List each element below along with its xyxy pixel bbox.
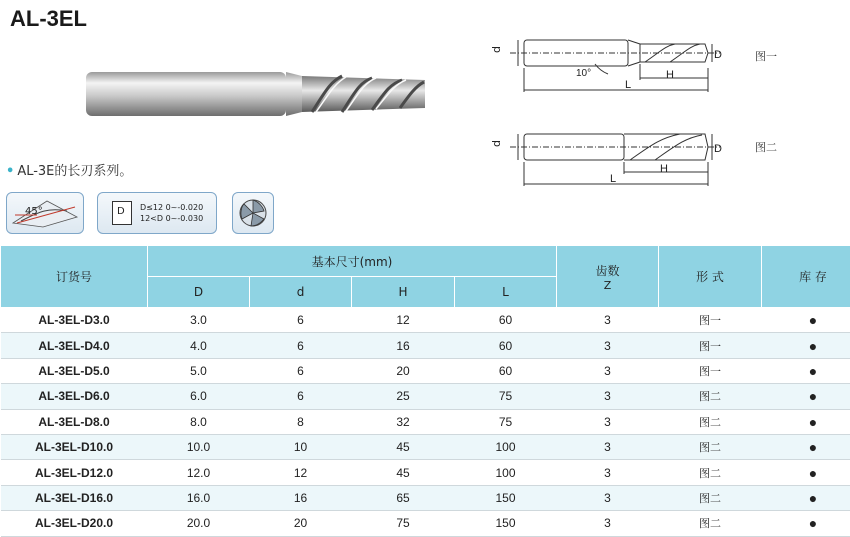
cell-d: 20: [250, 511, 352, 536]
cell-stock: ●: [762, 434, 850, 459]
header-stock: 库 存: [762, 246, 850, 308]
cell-code: AL-3EL-D4.0: [1, 333, 148, 358]
cell-z: 3: [557, 333, 659, 358]
bullet-dot: •: [6, 164, 14, 179]
cell-h: 32: [352, 409, 455, 434]
helix-angle-icon: [7, 193, 83, 233]
cell-code: AL-3EL-D16.0: [1, 485, 148, 510]
cell-l: 60: [455, 358, 557, 383]
header-d: d: [250, 277, 352, 308]
cell-l: 60: [455, 308, 557, 333]
dim-d-label-2: d: [490, 140, 503, 147]
table-row: [1, 511, 850, 536]
header-teeth-label: 齿数: [557, 262, 658, 279]
cell-code: AL-3EL-D6.0: [1, 384, 148, 409]
cell-form: 图一: [659, 308, 762, 333]
table-row: [1, 409, 850, 434]
cell-form: 图二: [659, 409, 762, 434]
cell-stock: ●: [762, 308, 850, 333]
header-order-no: 订货号: [1, 246, 148, 308]
header-H: H: [352, 277, 455, 308]
cell-l: 60: [455, 333, 557, 358]
cell-l: 75: [455, 409, 557, 434]
cell-d-upper: 10.0: [148, 434, 250, 459]
cell-z: 3: [557, 308, 659, 333]
cell-form: 图二: [659, 384, 762, 409]
tolerance-badge: [97, 192, 217, 234]
cell-h: 12: [352, 308, 455, 333]
cell-stock: ●: [762, 384, 850, 409]
cell-d: 6: [250, 358, 352, 383]
fig1-label: 图一: [755, 48, 777, 64]
three-flute-icon: [233, 193, 273, 233]
cell-form: 图一: [659, 333, 762, 358]
dim-D-label-2: D: [714, 143, 722, 155]
dim-L-label-2: L: [610, 173, 616, 185]
three-flute-badge: [232, 192, 274, 234]
cell-h: 25: [352, 384, 455, 409]
cell-stock: ●: [762, 460, 850, 485]
cell-l: 150: [455, 485, 557, 510]
table-row: [1, 434, 850, 459]
cell-form: 图二: [659, 434, 762, 459]
cell-l: 100: [455, 434, 557, 459]
header-teeth-sub: Z: [557, 279, 658, 292]
cell-stock: ●: [762, 511, 850, 536]
dim-d-label: d: [490, 46, 503, 53]
dim-H-label: H: [666, 69, 674, 81]
end-mill-photo: [80, 62, 430, 126]
cell-d-upper: 4.0: [148, 333, 250, 358]
cell-h: 20: [352, 358, 455, 383]
cell-h: 45: [352, 434, 455, 459]
cell-h: 45: [352, 460, 455, 485]
header-L: L: [455, 277, 557, 308]
header-teeth: [557, 246, 659, 308]
cell-code: AL-3EL-D3.0: [1, 308, 148, 333]
cell-d: 12: [250, 460, 352, 485]
cell-code: AL-3EL-D12.0: [1, 460, 148, 485]
cell-z: 3: [557, 409, 659, 434]
cell-code: AL-3EL-D20.0: [1, 511, 148, 536]
cell-form: 图二: [659, 485, 762, 510]
tolerance-line-1: D≤12 0~-0.020: [140, 203, 203, 213]
cell-d: 6: [250, 333, 352, 358]
dim-L-label: L: [625, 79, 631, 91]
cell-h: 75: [352, 511, 455, 536]
cell-z: 3: [557, 485, 659, 510]
table-row: [1, 485, 850, 510]
cell-form: 图二: [659, 460, 762, 485]
cell-code: AL-3EL-D10.0: [1, 434, 148, 459]
cell-d-upper: 16.0: [148, 485, 250, 510]
cell-d: 6: [250, 308, 352, 333]
cell-l: 150: [455, 511, 557, 536]
cell-z: 3: [557, 460, 659, 485]
cell-z: 3: [557, 511, 659, 536]
cell-stock: ●: [762, 358, 850, 383]
cell-d: 10: [250, 434, 352, 459]
cell-l: 75: [455, 384, 557, 409]
cell-stock: ●: [762, 333, 850, 358]
tolerance-symbol: D: [117, 207, 125, 217]
header-D: D: [148, 277, 250, 308]
cell-d: 16: [250, 485, 352, 510]
cell-z: 3: [557, 358, 659, 383]
helix-angle-badge: [6, 192, 84, 234]
angle-label: 10°: [576, 68, 591, 79]
tolerance-line-2: 12<D 0~-0.030: [140, 214, 203, 224]
table-row: [1, 358, 850, 383]
spec-table: [0, 245, 850, 537]
cell-d-upper: 20.0: [148, 511, 250, 536]
cell-d-upper: 8.0: [148, 409, 250, 434]
cell-d-upper: 5.0: [148, 358, 250, 383]
table-row: [1, 384, 850, 409]
cell-d: 8: [250, 409, 352, 434]
cell-stock: ●: [762, 409, 850, 434]
cell-code: AL-3EL-D5.0: [1, 358, 148, 383]
table-row: [1, 333, 850, 358]
page-title: AL-3EL: [10, 6, 87, 32]
cell-code: AL-3EL-D8.0: [1, 409, 148, 434]
cell-h: 16: [352, 333, 455, 358]
dim-D-label: D: [714, 49, 722, 61]
series-description-text: AL-3E的长刃系列。: [17, 164, 132, 179]
cell-d-upper: 12.0: [148, 460, 250, 485]
cell-z: 3: [557, 434, 659, 459]
fig2-label: 图二: [755, 139, 777, 155]
helix-angle-label: 45°: [25, 207, 43, 217]
table-row: [1, 308, 850, 333]
dim-H-label-2: H: [660, 163, 668, 175]
cell-l: 100: [455, 460, 557, 485]
drawing-fig1: [480, 34, 730, 98]
table-row: [1, 460, 850, 485]
cell-form: 图二: [659, 511, 762, 536]
cell-d-upper: 3.0: [148, 308, 250, 333]
cell-h: 65: [352, 485, 455, 510]
cell-form: 图一: [659, 358, 762, 383]
header-base-size: 基本尺寸(mm): [148, 246, 557, 277]
drawing-fig2: [480, 128, 730, 192]
header-form: 形 式: [659, 246, 762, 308]
spec-table-body: [1, 308, 850, 537]
cell-d-upper: 6.0: [148, 384, 250, 409]
cell-stock: ●: [762, 485, 850, 510]
cell-d: 6: [250, 384, 352, 409]
series-description: [6, 160, 132, 179]
cell-z: 3: [557, 384, 659, 409]
